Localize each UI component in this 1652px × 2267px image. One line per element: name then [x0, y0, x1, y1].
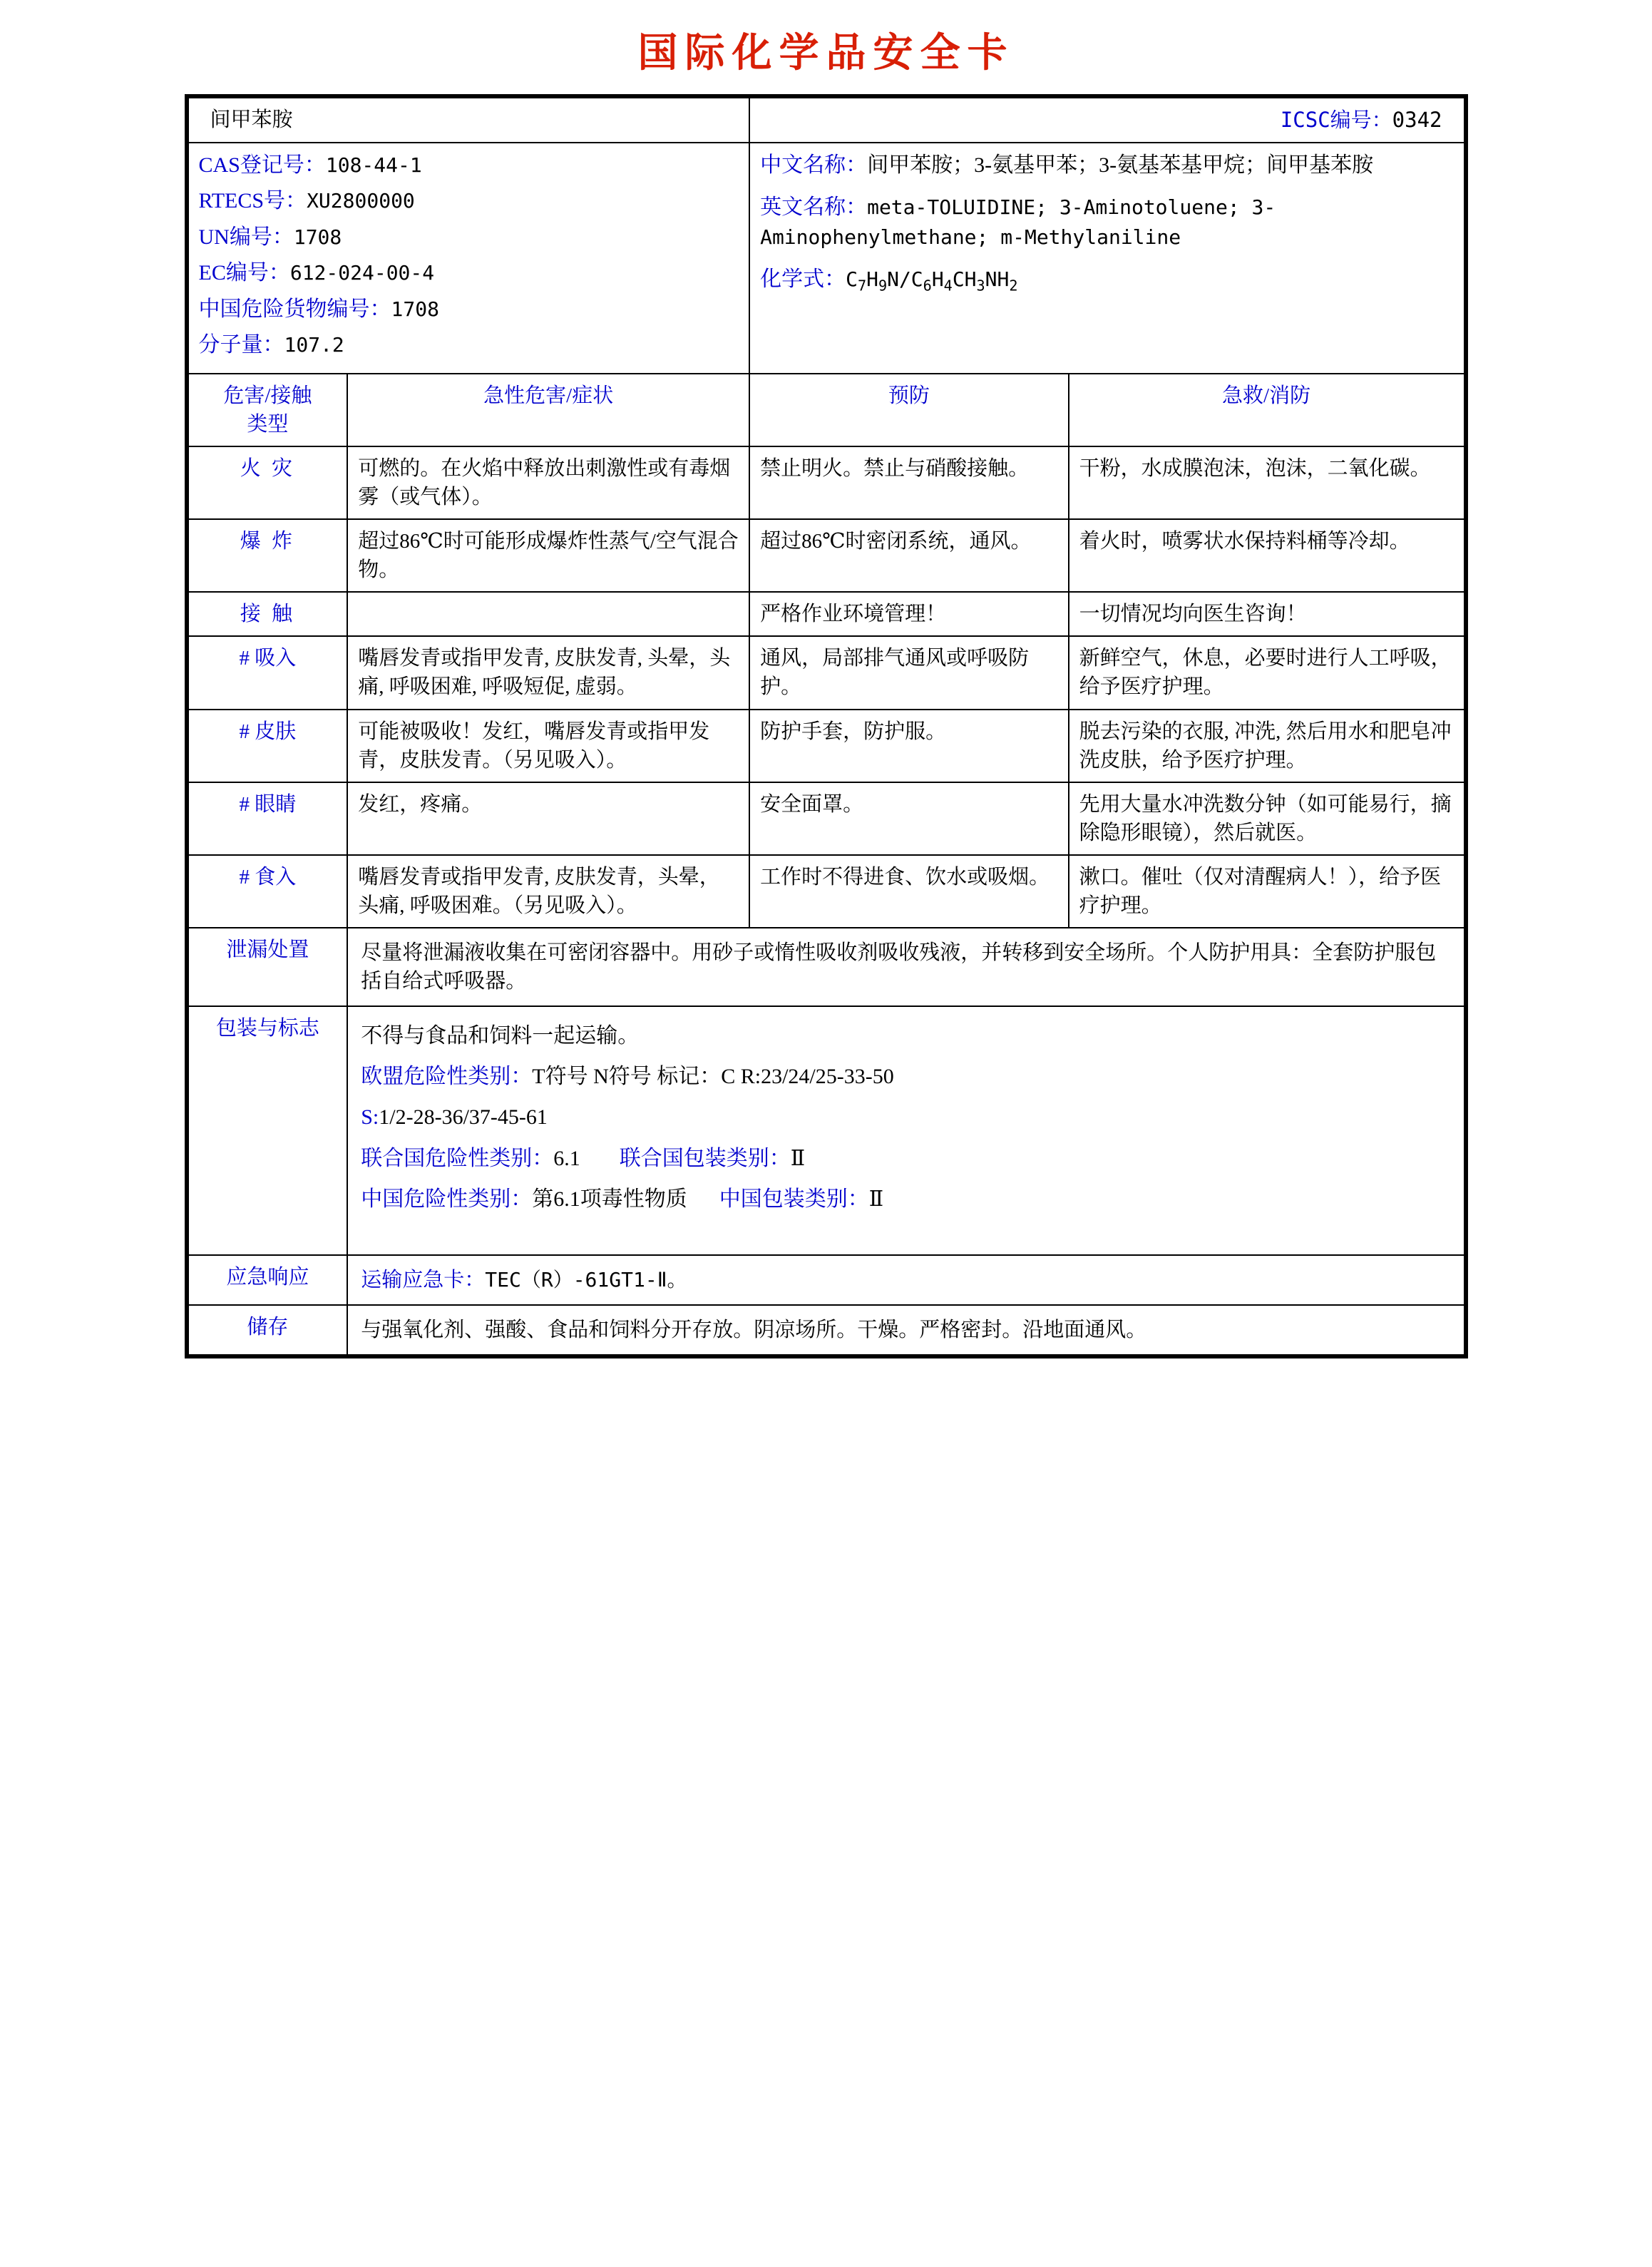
cn-dangerous-goods-line: [199, 295, 739, 324]
table-row: [188, 782, 1464, 855]
rtecs-line: [199, 186, 739, 215]
row-label-inhalation: # 吸入: [188, 636, 348, 709]
chinese-name-label: 中文名称：: [760, 153, 868, 178]
row-label-explosion: 爆 炸: [188, 519, 348, 592]
packaging-cn-class-label: 中国危险性类别：: [361, 1187, 533, 1212]
eyes-firstaid: 先用大量水冲洗数分钟（如可能易行，摘除隐形眼镜），然后就医。: [1069, 782, 1464, 855]
packaging-un-line: [361, 1144, 1450, 1173]
table-column-headers: [188, 374, 1464, 446]
chinese-name-line: [760, 150, 1453, 180]
inhalation-prevention: 通风，局部排气通风或呼吸防护。: [749, 636, 1069, 709]
icsc-card: [185, 94, 1468, 1358]
row-label-ingestion: # 食入: [188, 855, 348, 928]
explosion-acute: 超过86℃时可能形成爆炸性蒸气/空气混合物。: [347, 519, 749, 592]
cas-line: [199, 150, 739, 180]
explosion-firstaid: 着火时，喷雾状水保持料桶等冷却。: [1069, 519, 1464, 592]
row-label-eyes: # 眼睛: [188, 782, 348, 855]
packaging-s-line: [361, 1102, 1450, 1132]
formula-line: [760, 265, 1453, 296]
emergency-row: [188, 1255, 1464, 1305]
table-row: [188, 519, 1464, 592]
header-hazard-type-line2: 类型: [247, 413, 289, 436]
english-name-line: [760, 193, 1453, 252]
row-label-fire: 火 灾: [188, 446, 348, 519]
cas-value: 108-44-1: [325, 153, 422, 178]
header-hazard-type: [188, 374, 348, 446]
storage-row: [188, 1305, 1464, 1355]
packaging-transport-note: 不得与食品和饲料一起运输。: [361, 1023, 640, 1048]
rtecs-value: XU2800000: [307, 189, 415, 213]
packaging-s-label: S:: [361, 1105, 379, 1130]
rtecs-label: RTECS号：: [198, 189, 307, 213]
eyes-acute: 发红，疼痛。: [347, 782, 749, 855]
icsc-table: [188, 97, 1465, 1356]
inhalation-acute: 嘴唇发青或指甲发青, 皮肤发青, 头晕，头痛, 呼吸困难, 呼吸短促, 虚弱。: [347, 636, 749, 709]
packaging-content: [347, 1006, 1464, 1255]
english-name-label: 英文名称：: [760, 195, 868, 220]
chinese-name-value: 间甲苯胺；3-氨基甲苯；3-氨基苯基甲烷；间甲基苯胺: [867, 153, 1374, 178]
inhalation-firstaid: 新鲜空气，休息，必要时进行人工呼吸，给予医疗护理。: [1069, 636, 1464, 709]
exposure-acute: [347, 592, 749, 636]
ingestion-acute: 嘴唇发青或指甲发青, 皮肤发青，头晕，头痛, 呼吸困难。（另见吸入）。: [347, 855, 749, 928]
page-title: 国际化学品安全卡: [637, 30, 1015, 76]
cn-dangerous-goods-label: 中国危险货物编号：: [198, 297, 391, 321]
row-label-spill: 泄漏处置: [188, 928, 348, 1006]
molecular-weight-line: [199, 330, 739, 359]
ingestion-firstaid: 漱口。催吐（仅对清醒病人！），给予医疗护理。: [1069, 855, 1464, 928]
skin-prevention: 防护手套，防护服。: [749, 710, 1069, 782]
row-label-emergency: 应急响应: [188, 1255, 348, 1305]
card-header-row: [188, 98, 1464, 143]
packaging-cn-class-value: 第6.1项毒性物质: [532, 1187, 687, 1212]
fire-acute: 可燃的。在火焰中释放出刺激性或有毒烟雾（或气体）。: [347, 446, 749, 519]
identification-row: [188, 143, 1464, 374]
row-label-storage: 储存: [188, 1305, 348, 1355]
fire-firstaid: 干粉，水成膜泡沫，泡沫，二氧化碳。: [1069, 446, 1464, 519]
molecular-weight-value: 107.2: [284, 332, 344, 357]
skin-acute: 可能被吸收！发红，嘴唇发青或指甲发青，皮肤发青。（另见吸入）。: [347, 710, 749, 782]
icsc-number-cell: [749, 98, 1464, 143]
chemical-name: 间甲苯胺: [188, 98, 750, 143]
icsc-label: ICSC编号：: [1280, 108, 1392, 132]
formula-value: $C_7H_9N/C_6H_4CH_3NH_2$: [846, 267, 1018, 295]
explosion-prevention: 超过86℃时密闭系统，通风。: [749, 519, 1069, 592]
fire-prevention: 禁止明火。禁止与硝酸接触。: [749, 446, 1069, 519]
packaging-eu-value: T符号 N符号 标记：C R:23/24/25-33-50: [532, 1065, 894, 1089]
packaging-cn-pack-value: Ⅱ: [868, 1187, 884, 1212]
packaging-s-value: 1/2-28-36/37-45-61: [379, 1105, 548, 1130]
packaging-un-pack-label: 联合国包装类别：: [619, 1146, 791, 1170]
ingestion-prevention: 工作时不得进食、饮水或吸烟。: [749, 855, 1069, 928]
un-value: 1708: [293, 225, 342, 249]
emergency-card-label: 运输应急卡：: [361, 1268, 486, 1291]
packaging-row: [188, 1006, 1464, 1255]
ec-label: EC编号：: [198, 261, 290, 285]
row-label-skin: # 皮肤: [188, 710, 348, 782]
table-row: [188, 446, 1464, 519]
header-acute-hazards: 急性危害/症状: [347, 374, 749, 446]
row-label-exposure: 接 触: [188, 592, 348, 636]
skin-firstaid: 脱去污染的衣服, 冲洗, 然后用水和肥皂冲洗皮肤，给予医疗护理。: [1069, 710, 1464, 782]
table-row: [188, 710, 1464, 782]
un-line: [199, 222, 739, 252]
spill-text: 尽量将泄漏液收集在可密闭容器中。用砂子或惰性吸收剂吸收残液，并转移到安全场所。个人防护用具：全套防护服包括自给式呼吸器。: [347, 928, 1464, 1006]
header-prevention: 预防: [749, 374, 1069, 446]
table-row: [188, 855, 1464, 928]
table-row: [188, 592, 1464, 636]
packaging-eu-line: [361, 1062, 1450, 1091]
un-label: UN编号：: [198, 225, 294, 249]
molecular-weight-label: 分子量：: [198, 332, 284, 357]
emergency-content: [347, 1255, 1464, 1305]
exposure-firstaid: 一切情况均向医生咨询！: [1069, 592, 1464, 636]
storage-text: 与强氧化剂、强酸、食品和饲料分开存放。阴凉场所。干燥。严格密封。沿地面通风。: [347, 1305, 1464, 1355]
exposure-prevention: 严格作业环境管理！: [749, 592, 1069, 636]
english-name-value: meta-TOLUIDINE; 3-Aminotoluene; 3-Aminophenylmethane; m-Methylaniline: [760, 195, 1276, 249]
cn-dangerous-goods-value: 1708: [391, 297, 439, 321]
packaging-un-pack-value: Ⅱ: [790, 1146, 806, 1170]
table-row: [188, 636, 1464, 709]
spill-row: [188, 928, 1464, 1006]
ec-value: 612-024-00-4: [289, 261, 435, 285]
packaging-cn-line: [361, 1184, 1450, 1214]
ec-line: [199, 258, 739, 287]
formula-label: 化学式：: [760, 267, 846, 292]
header-hazard-type-line1: 危害/接触: [223, 384, 312, 408]
cas-label: CAS登记号：: [198, 153, 326, 178]
identification-right: [749, 143, 1464, 374]
header-first-aid: 急救/消防: [1069, 374, 1464, 446]
packaging-eu-label: 欧盟危险性类别：: [361, 1065, 533, 1089]
packaging-un-class-label: 联合国危险性类别：: [361, 1146, 554, 1170]
icsc-number: 0342: [1392, 108, 1442, 132]
identification-left: [188, 143, 750, 374]
packaging-un-class-value: 6.1: [553, 1146, 580, 1170]
row-label-packaging: 包装与标志: [188, 1006, 348, 1255]
emergency-card-value: TEC（R）-61GT1-Ⅱ。: [485, 1267, 687, 1291]
eyes-prevention: 安全面罩。: [749, 782, 1069, 855]
packaging-cn-pack-label: 中国包装类别：: [719, 1187, 869, 1212]
